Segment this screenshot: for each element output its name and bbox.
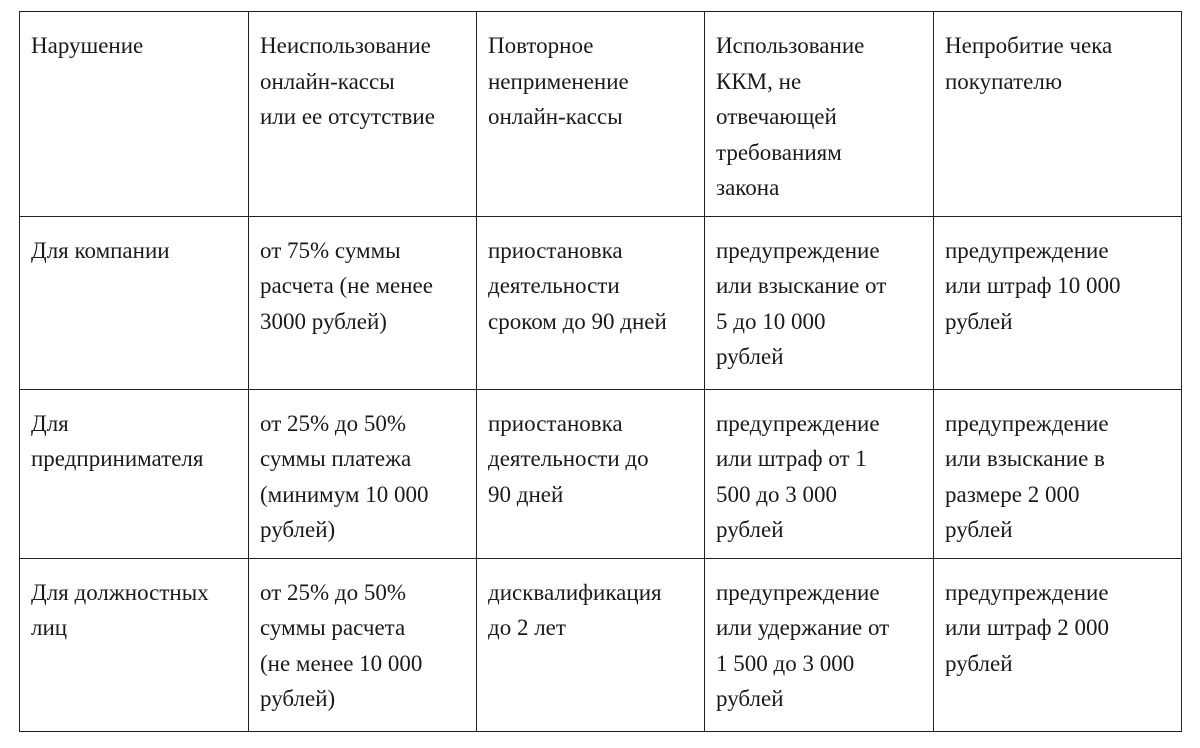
cell-line: или штраф от 1 xyxy=(716,446,867,471)
cell-line: лиц xyxy=(31,615,68,640)
cell-line: расчета (не менее xyxy=(260,273,433,298)
cell-line: закона xyxy=(716,175,780,200)
table-cell xyxy=(477,389,705,558)
cell-line: неприменение xyxy=(488,68,629,94)
cell-line: онлайн-кассы xyxy=(488,104,623,129)
cell-line: сроком до 90 дней xyxy=(488,308,667,334)
cell-line: рублей xyxy=(716,344,784,369)
cell-line: (не менее 10 000 xyxy=(260,650,423,676)
cell-line: предупреждение xyxy=(945,579,1109,605)
table-row-entrepreneur xyxy=(20,389,1182,558)
table-cell xyxy=(934,558,1182,731)
row-label-cell xyxy=(20,389,249,558)
cell-line: или штраф 2 000 xyxy=(945,615,1109,640)
cell-line: требованиям xyxy=(716,139,842,165)
header-cell-no-receipt xyxy=(934,12,1182,217)
table-cell xyxy=(705,216,934,389)
header-cell-noncompliant-kkm xyxy=(705,12,934,217)
cell-line: размере 2 000 xyxy=(945,481,1080,507)
cell-line: 1 500 до 3 000 xyxy=(716,650,855,676)
cell-line: рублей) xyxy=(260,517,336,542)
cell-line: предупреждение xyxy=(716,410,880,436)
cell-line: отвечающей xyxy=(716,104,837,129)
header-cell-repeated-non-use xyxy=(477,12,705,217)
cell-line: Для xyxy=(31,410,69,436)
cell-line: 90 дней xyxy=(488,481,564,507)
cell-line: предупреждение xyxy=(716,579,880,605)
cell-line: деятельности xyxy=(488,273,620,298)
table-row-officials xyxy=(20,558,1182,731)
header-cell-violation xyxy=(20,12,249,217)
cell-line: или штраф 10 000 xyxy=(945,273,1121,298)
cell-line: приостановка xyxy=(488,237,623,263)
cell-line: Нарушение xyxy=(31,33,144,58)
cell-line: Непробитие чека xyxy=(945,33,1113,58)
cell-line: Для должностных xyxy=(31,579,209,605)
header-cell-no-online-cashbox xyxy=(249,12,477,217)
cell-line: или ее отсутствие xyxy=(260,104,435,129)
table-cell xyxy=(705,389,934,558)
table-cell xyxy=(249,216,477,389)
table-cell xyxy=(249,558,477,731)
table-row-company xyxy=(20,216,1182,389)
table-cell xyxy=(477,216,705,389)
cell-line: предупреждение xyxy=(945,410,1109,436)
cell-line: от 25% до 50% xyxy=(260,410,407,436)
table-cell xyxy=(934,389,1182,558)
row-label-cell xyxy=(20,558,249,731)
cell-line: суммы расчета xyxy=(260,615,406,640)
cell-line: предупреждение xyxy=(945,237,1109,263)
cell-line: предупреждение xyxy=(716,237,880,263)
cell-line: (минимум 10 000 xyxy=(260,481,429,507)
cell-line: или взыскание в xyxy=(945,446,1105,471)
cell-line: рублей xyxy=(945,308,1013,334)
cell-line: рублей xyxy=(716,686,784,711)
cell-line: онлайн-кассы xyxy=(260,68,395,94)
cell-line: до 2 лет xyxy=(488,615,566,640)
cell-line: рублей xyxy=(945,650,1013,676)
cell-line: или удержание от xyxy=(716,615,890,640)
row-label-cell xyxy=(20,216,249,389)
cell-line: предпринимателя xyxy=(31,446,204,471)
cell-line: 3000 рублей) xyxy=(260,308,387,334)
cell-line: Повторное xyxy=(488,33,594,58)
cell-line: дисквалификация xyxy=(488,579,662,605)
cell-line: 500 до 3 000 xyxy=(716,481,837,507)
cell-line: от 75% суммы xyxy=(260,237,401,263)
cell-line: суммы платежа xyxy=(260,446,412,471)
cell-line: Использование xyxy=(716,33,865,58)
cell-line: покупателю xyxy=(945,68,1062,94)
table-cell xyxy=(249,389,477,558)
cell-line: рублей xyxy=(716,517,784,542)
cell-line: Неиспользование xyxy=(260,33,431,58)
cell-line: рублей xyxy=(945,517,1013,542)
table-cell xyxy=(934,216,1182,389)
cell-line: ККМ, не xyxy=(716,68,802,94)
cell-line: или взыскание от xyxy=(716,273,887,298)
header-row xyxy=(20,12,1182,217)
cell-line: приостановка xyxy=(488,410,623,436)
table-cell xyxy=(477,558,705,731)
table-cell xyxy=(705,558,934,731)
penalties-table xyxy=(19,11,1182,732)
cell-line: деятельности до xyxy=(488,446,649,471)
cell-line: от 25% до 50% xyxy=(260,579,407,605)
cell-line: 5 до 10 000 xyxy=(716,308,826,334)
cell-line: рублей) xyxy=(260,686,336,711)
cell-line: Для компании xyxy=(31,237,170,263)
